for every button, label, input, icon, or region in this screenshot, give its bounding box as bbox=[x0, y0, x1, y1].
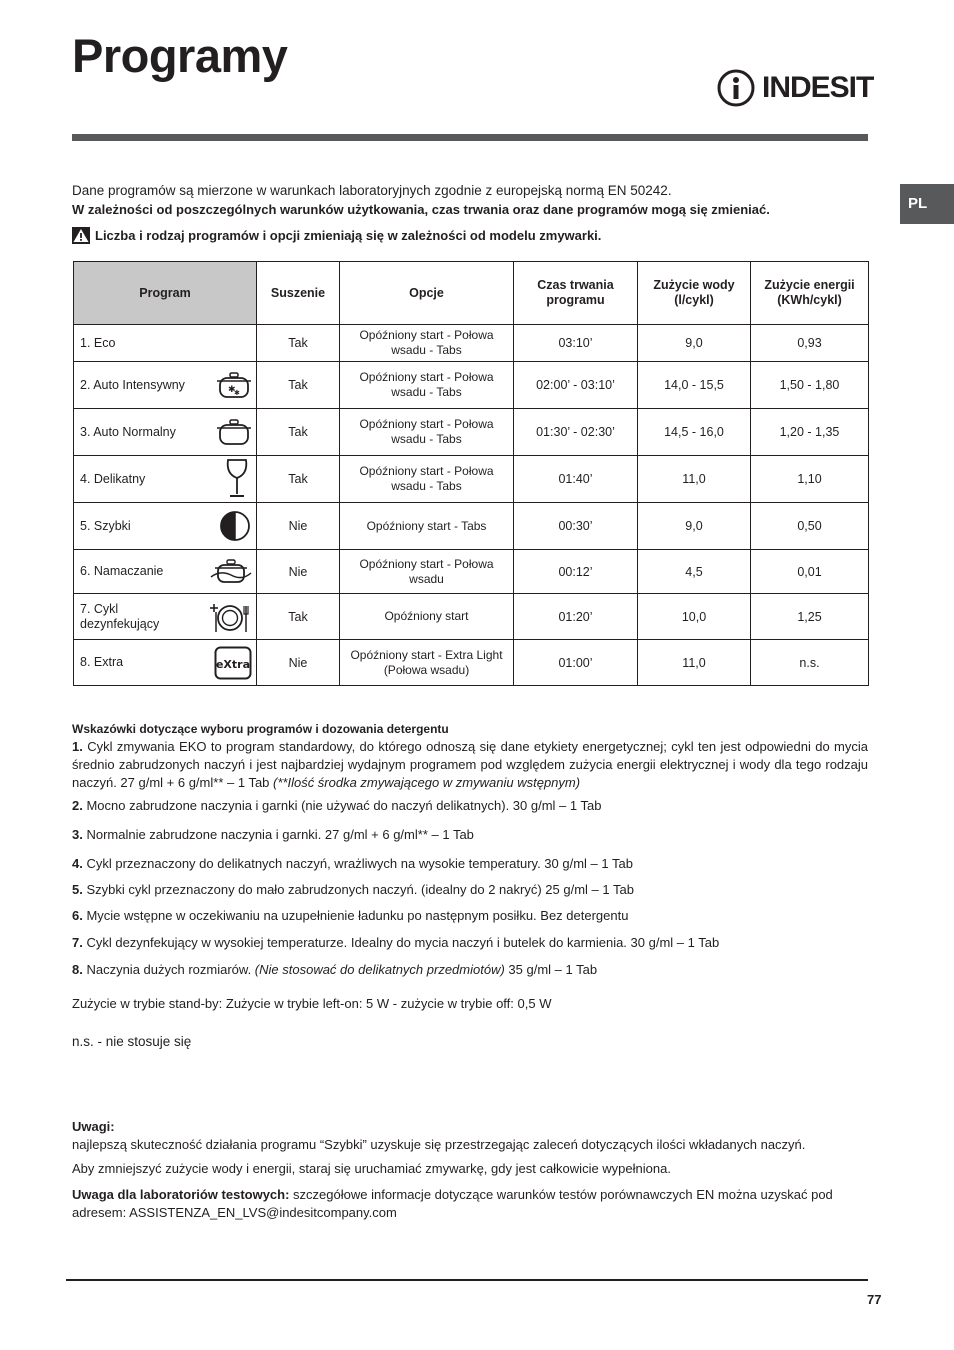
logo-wordmark: INDESIT bbox=[762, 71, 874, 104]
intro-line-1: Dane programów są mierzone w warunkach laboratoryjnych zgodnie z europejską normą EN 50242. bbox=[72, 183, 672, 198]
header-drying: Suszenie bbox=[257, 262, 340, 325]
drying-value: Tak bbox=[257, 409, 340, 456]
options-value: Opóźniony start bbox=[340, 594, 514, 640]
tips-section bbox=[72, 720, 868, 792]
options-value: Opóźniony start - Połowa wsadu - Tabs bbox=[340, 409, 514, 456]
water-value: 4,5 bbox=[638, 550, 751, 594]
warning-text: Liczba i rodzaj programów i opcji zmieniają się w zależności od modelu zmywarki. bbox=[95, 228, 602, 243]
program-name: 7. Cykl dezynfekujący bbox=[74, 594, 257, 640]
header-rule bbox=[72, 134, 868, 141]
water-value: 10,0 bbox=[638, 594, 751, 640]
duration-value: 01:00’ bbox=[514, 640, 638, 686]
drying-value: Nie bbox=[257, 503, 340, 550]
program-name: 5. Szybki bbox=[74, 503, 257, 550]
table-row bbox=[74, 456, 869, 503]
page-title: Programy bbox=[72, 29, 288, 82]
header-energy: Zużycie energii (KWh/cykl) bbox=[751, 262, 869, 325]
table-row bbox=[74, 409, 869, 456]
drying-value: Tak bbox=[257, 594, 340, 640]
program-name: 1. Eco bbox=[74, 325, 257, 362]
water-value: 11,0 bbox=[638, 456, 751, 503]
duration-value: 03:10’ bbox=[514, 325, 638, 362]
energy-value: 1,25 bbox=[751, 594, 869, 640]
drying-value: Nie bbox=[257, 550, 340, 594]
header-program: Program bbox=[74, 262, 257, 325]
duration-value: 01:20’ bbox=[514, 594, 638, 640]
program-name: 6. Namaczanie bbox=[74, 550, 257, 594]
indesit-i-logo-icon bbox=[716, 68, 756, 108]
notes-heading: Uwagi: bbox=[72, 1119, 115, 1134]
warning-icon bbox=[72, 227, 90, 244]
drying-value: Tak bbox=[257, 325, 340, 362]
options-value: Opóźniony start - Połowa wsadu - Tabs bbox=[340, 456, 514, 503]
options-value: Opóźniony start - Extra Light (Połowa wsadu) bbox=[340, 640, 514, 686]
indesit-logo bbox=[716, 68, 873, 108]
extra-icon bbox=[214, 646, 252, 680]
energy-value: 1,50 - 1,80 bbox=[751, 362, 869, 409]
table-row bbox=[74, 640, 869, 686]
drying-value: Nie bbox=[257, 640, 340, 686]
wine-glass-icon bbox=[222, 458, 252, 500]
duration-value: 00:30’ bbox=[514, 503, 638, 550]
program-name: 4. Delikatny bbox=[74, 456, 257, 503]
table-row bbox=[74, 362, 869, 409]
options-value: Opóźniony start - Połowa wsadu bbox=[340, 550, 514, 594]
tip-item-1: 1. Cykl zmywania EKO to program standardowy, do którego odnoszą się dane etykiety energetycznej; cykl ten jest odpowiedni do mycia średnio zabrudzonych naczyń i jest najbardziej wydajnym programem pod względem zużycia energii elektrycznej i wody dla tego rodzaju naczyń. 27 g/ml + 6 g/ml** – 1 Tab (**Ilość środka zmywającego w zmywaniu wstępnym) bbox=[72, 739, 868, 790]
energy-value: 1,10 bbox=[751, 456, 869, 503]
intro-text bbox=[72, 181, 872, 219]
tip-item-3: 3. Normalnie zabrudzone naczynia i garnki. 27 g/ml + 6 g/ml** – 1 Tab bbox=[72, 827, 474, 842]
table-header-row bbox=[74, 262, 869, 325]
table-row bbox=[74, 594, 869, 640]
ns-note: n.s. - nie stosuje się bbox=[72, 1034, 192, 1049]
header-water: Zużycie wody (l/cykl) bbox=[638, 262, 751, 325]
water-value: 14,0 - 15,5 bbox=[638, 362, 751, 409]
svg-text:✱: ✱ bbox=[228, 385, 236, 395]
warning-note bbox=[72, 227, 601, 244]
programs-table bbox=[73, 261, 869, 686]
header-duration: Czas trwania programu bbox=[514, 262, 638, 325]
tip-item-2: 2. Mocno zabrudzone naczynia i garnki (nie używać do naczyń delikatnych). 30 g/ml – 1 Tab bbox=[72, 798, 602, 813]
drying-value: Tak bbox=[257, 362, 340, 409]
energy-value: n.s. bbox=[751, 640, 869, 686]
options-value: Opóźniony start - Połowa wsadu - Tabs bbox=[340, 362, 514, 409]
table-row bbox=[74, 550, 869, 594]
notes-line-1: najlepszą skuteczność działania programu “Szybki” uzyskuje się przestrzegając zaleceń dotyczących ilości wkładanych naczyń. bbox=[72, 1137, 806, 1152]
half-clock-icon bbox=[218, 509, 252, 543]
notes-line-2: Aby zmniejszyć zużycie wody i energii, staraj się uruchamiać zmywarkę, gdy jest całkowicie wypełniona. bbox=[72, 1161, 671, 1176]
sanitize-plate-icon bbox=[208, 600, 252, 634]
soak-pot-icon bbox=[210, 557, 252, 587]
duration-value: 01:40’ bbox=[514, 456, 638, 503]
footer-rule bbox=[66, 1279, 868, 1281]
table-row bbox=[74, 325, 869, 362]
svg-text:✱: ✱ bbox=[234, 389, 240, 397]
tip-item-7: 7. Cykl dezynfekujący w wysokiej temperaturze. Idealny do mycia naczyń i butelek do karmienia. 30 g/ml – 1 Tab bbox=[72, 935, 720, 950]
standby-note: Zużycie w trybie stand-by: Zużycie w trybie left-on: 5 W - zużycie w trybie off: 0,5 W bbox=[72, 996, 552, 1011]
water-value: 11,0 bbox=[638, 640, 751, 686]
duration-value: 00:12’ bbox=[514, 550, 638, 594]
tip-item-6: 6. Mycie wstępne w oczekiwaniu na uzupełnienie ładunku po następnym posiłku. Bez detergentu bbox=[72, 908, 629, 923]
options-value: Opóźniony start - Połowa wsadu - Tabs bbox=[340, 325, 514, 362]
language-tab: PL bbox=[900, 184, 954, 224]
program-name: 8. Extra eXtra bbox=[74, 640, 257, 686]
pot-intensive-icon bbox=[216, 369, 252, 401]
energy-value: 0,01 bbox=[751, 550, 869, 594]
page-number: 77 bbox=[867, 1292, 882, 1307]
tip-item-5: 5. Szybki cykl przeznaczony do mało zabrudzonych naczyń. (idealny do 2 nakryć) 25 g/ml – 1 Tab bbox=[72, 882, 634, 897]
notes-section bbox=[72, 1118, 868, 1154]
tip-item-4: 4. Cykl przeznaczony do delikatnych naczyń, wrażliwych na wysokie temperatury. 30 g/ml – 1 Tab bbox=[72, 856, 633, 871]
duration-value: 02:00’ - 03:10’ bbox=[514, 362, 638, 409]
water-value: 9,0 bbox=[638, 325, 751, 362]
intro-line-2: W zależności od poszczególnych warunków użytkowania, czas trwania oraz dane programów mogą się zmieniać. bbox=[72, 202, 770, 217]
tips-heading: Wskazówki dotyczące wyboru programów i dozowania detergentu bbox=[72, 722, 449, 736]
table-row bbox=[74, 503, 869, 550]
water-value: 9,0 bbox=[638, 503, 751, 550]
tip-item-8: 8. Naczynia dużych rozmiarów. (Nie stosować do delikatnych przedmiotów) 35 g/ml – 1 Tab bbox=[72, 962, 598, 977]
program-name: 3. Auto Normalny bbox=[74, 409, 257, 456]
pot-icon bbox=[216, 416, 252, 448]
water-value: 14,5 - 16,0 bbox=[638, 409, 751, 456]
program-name: 2. Auto Intensywny ✱ ✱ bbox=[74, 362, 257, 409]
energy-value: 1,20 - 1,35 bbox=[751, 409, 869, 456]
extra-icon-text: eXtra bbox=[215, 657, 251, 671]
energy-value: 0,50 bbox=[751, 503, 869, 550]
energy-value: 0,93 bbox=[751, 325, 869, 362]
header-options: Opcje bbox=[340, 262, 514, 325]
options-value: Opóźniony start - Tabs bbox=[340, 503, 514, 550]
duration-value: 01:30’ - 02:30’ bbox=[514, 409, 638, 456]
drying-value: Tak bbox=[257, 456, 340, 503]
lab-note: Uwaga dla laboratoriów testowych: szczegółowe informacje dotyczące warunków testów porównawczych EN można uzyskać pod adresem: ASSISTENZA_EN_LVS@indesitcompany.com bbox=[72, 1187, 833, 1220]
